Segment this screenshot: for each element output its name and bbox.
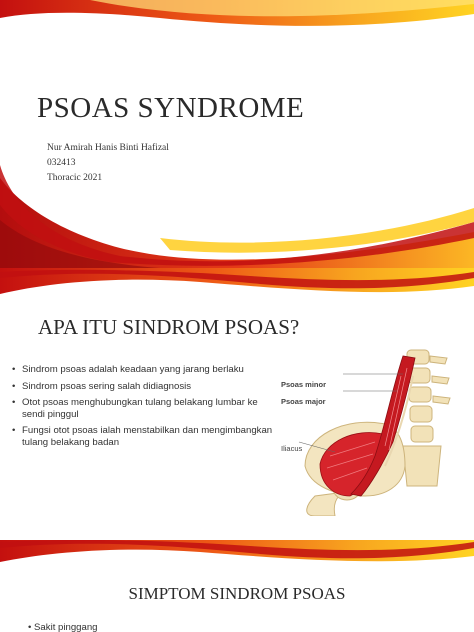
label-psoas-major: Psoas major xyxy=(281,397,326,406)
list-item: • Otot psoas menghubungkan tulang belakang lumbar ke sendi pinggul xyxy=(12,397,280,420)
psoas-anatomy-figure xyxy=(275,346,455,516)
slide-definition xyxy=(0,268,474,540)
list-item: • Sindrom psoas adalah keadaan yang jarang berlaku xyxy=(12,364,280,376)
label-iliacus: Iliacus xyxy=(281,444,303,453)
list-item: • Fungsi otot psoas ialah menstabilkan dan mengimbangkan tulang belakang badan xyxy=(12,425,280,448)
author-name: Nur Amirah Hanis Binti Hafizal xyxy=(47,143,169,153)
label-psoas-minor: Psoas minor xyxy=(281,380,327,389)
student-id: 032413 xyxy=(47,158,76,168)
decorative-swoosh xyxy=(0,268,474,318)
decorative-swoosh xyxy=(0,0,474,268)
section-title: APA ITU SINDROM PSOAS? xyxy=(38,315,300,339)
section-title: SIMPTOM SINDROM PSOAS xyxy=(128,584,346,603)
subtitle-block xyxy=(47,141,169,186)
slide-symptoms xyxy=(0,540,474,632)
bullet-list xyxy=(12,364,280,453)
decorative-swoosh xyxy=(0,540,474,580)
slide-title xyxy=(0,0,474,268)
course-name: Thoracic 2021 xyxy=(47,173,103,183)
list-item: • Sakit pinggang xyxy=(28,622,98,632)
page-title: PSOAS SYNDROME xyxy=(37,92,305,124)
list-item: • Sindrom psoas sering salah didiagnosis xyxy=(12,381,280,393)
